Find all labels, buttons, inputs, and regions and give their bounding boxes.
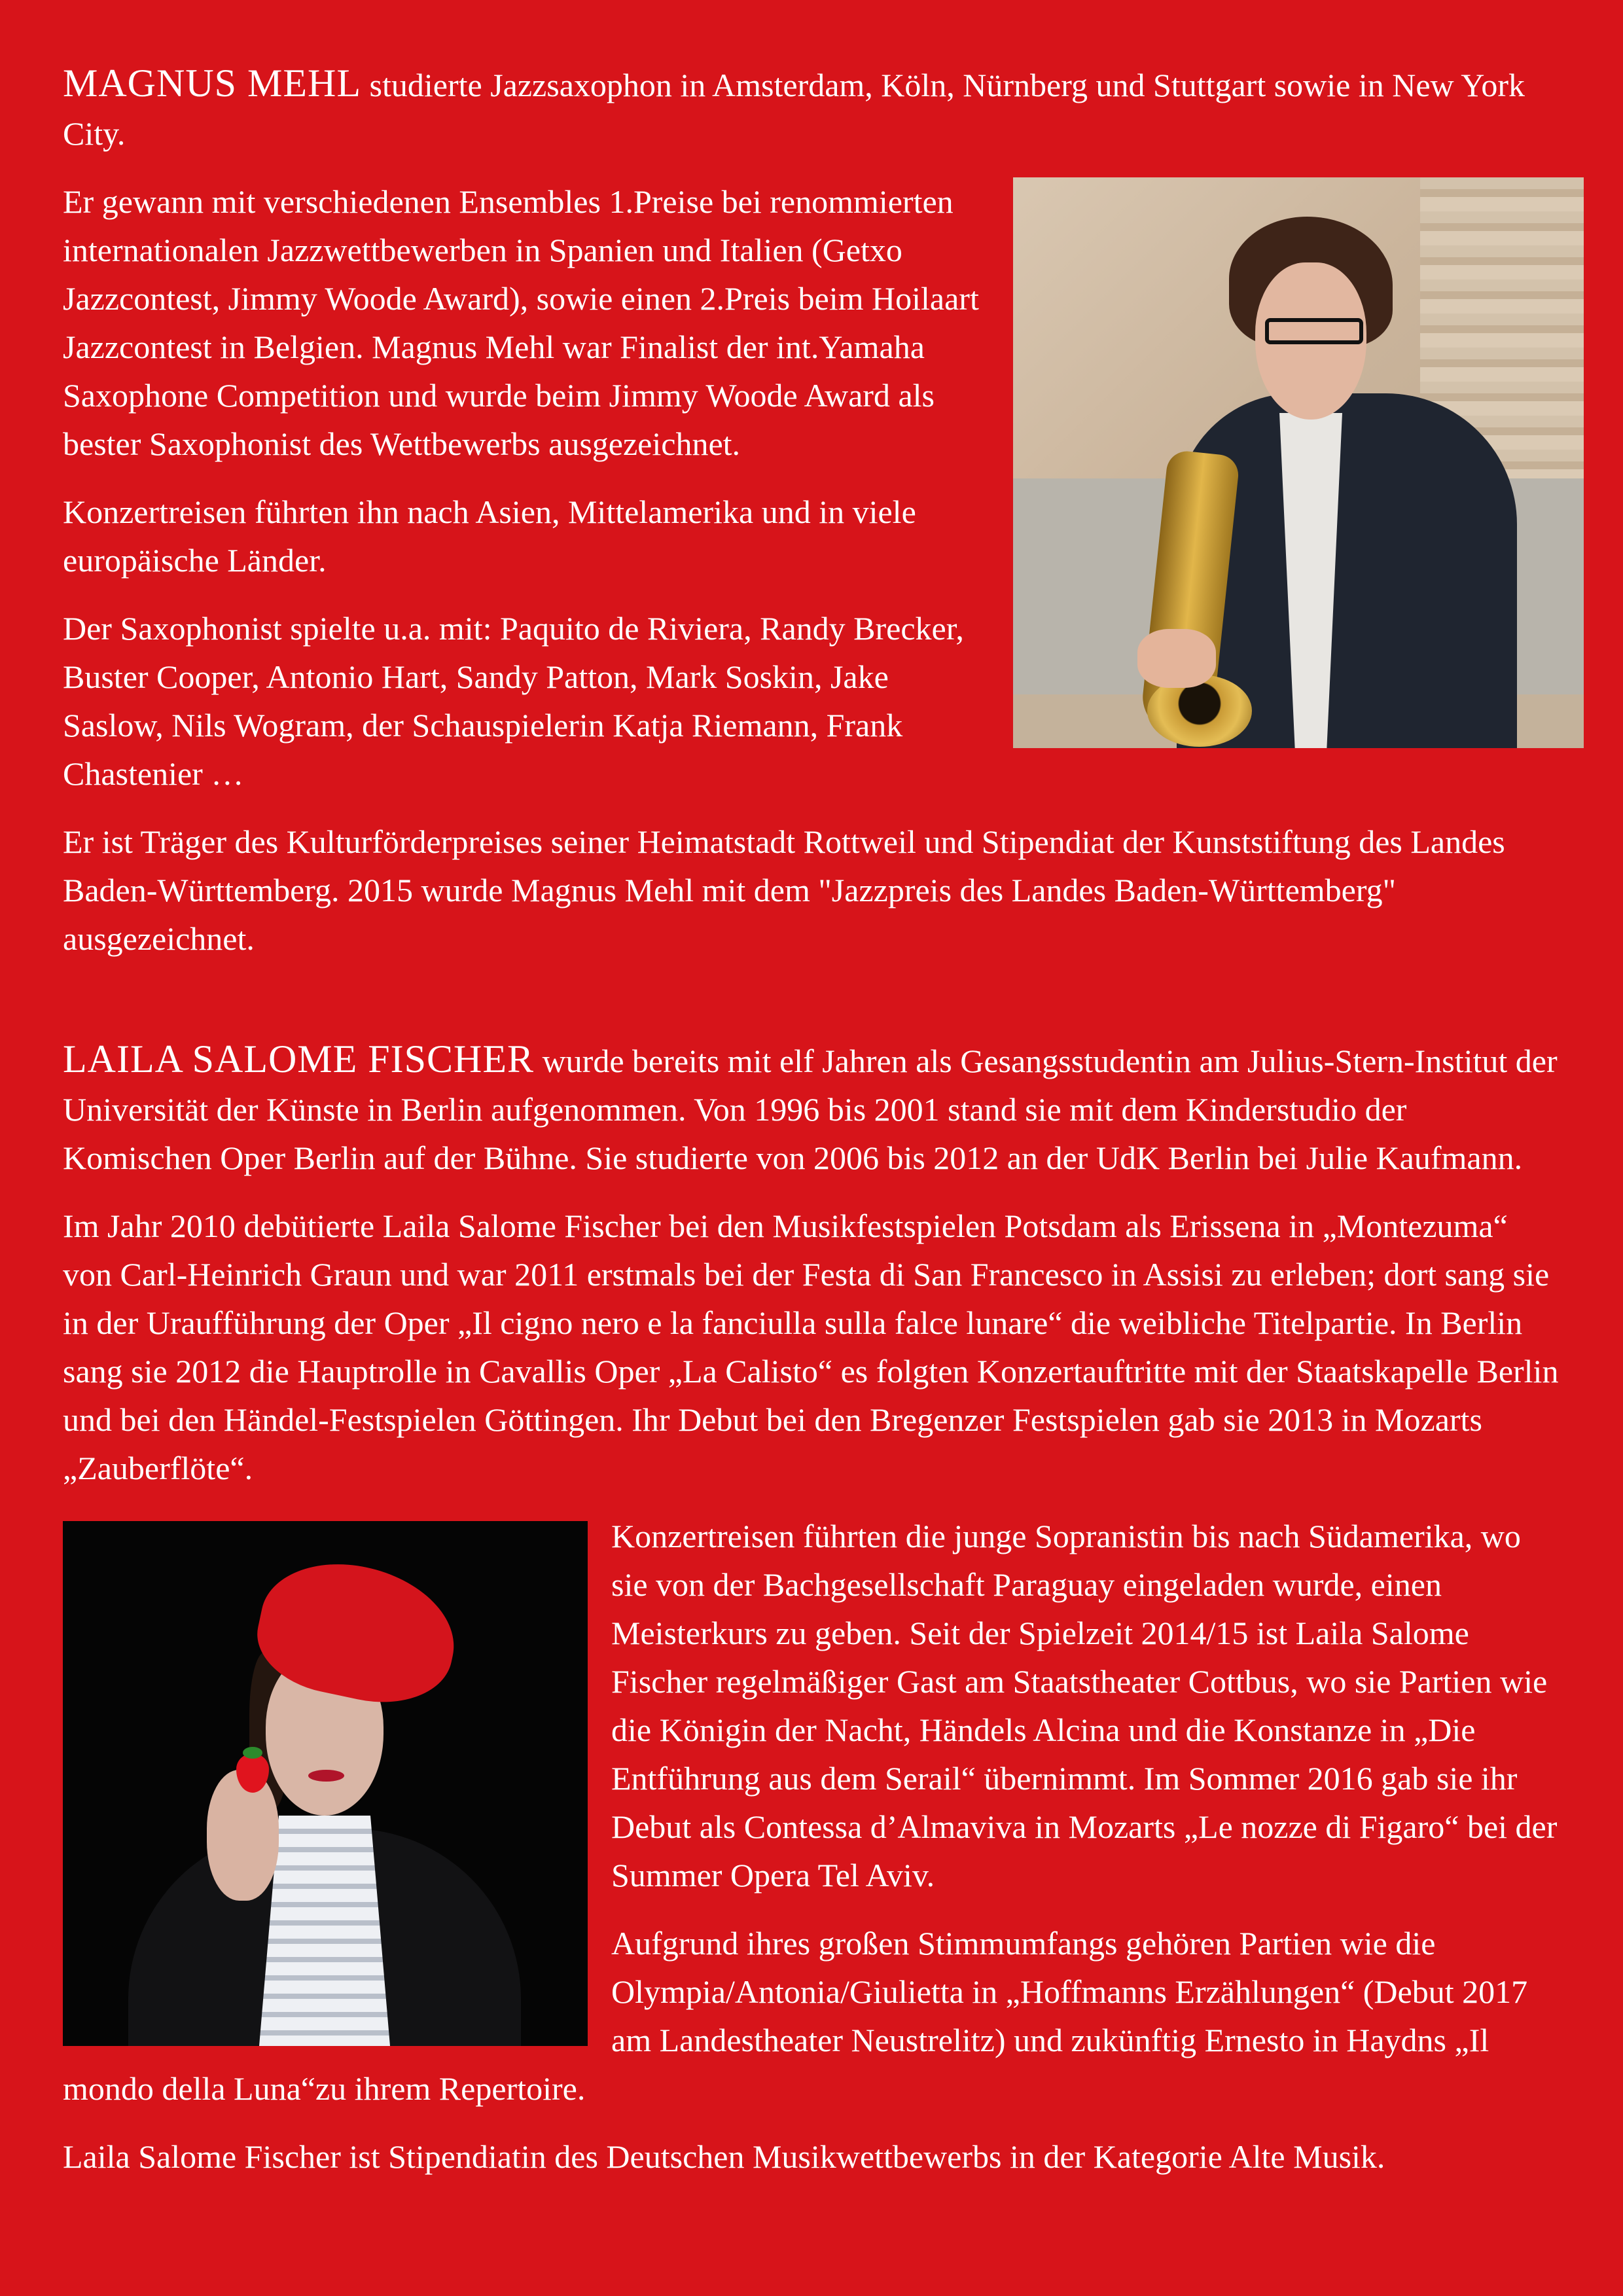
section-laila-salome-fischer (63, 1035, 1561, 2200)
laila-repertoire: Aufgrund ihres großen Stimmumfangs gehören Partien wie die Olympia/Antonia/Giulietta in „Hoffmanns Erzählungen“ (Debut 2017 am Landestheater Neustrelitz) und zukünftig Ernesto in Haydns „Il mondo della Luna“zu ihrem Repertoire. (63, 1925, 1528, 2107)
magnus-awards: Er gewann mit verschiedenen Ensembles 1.Preise bei renommierten internationalen Jazzwettbewerben in Spanien und Italien (Getxo Jazzcontest, Jimmy Woode Award), sowie einen 2.Preis beim Hoilaart Jazzcontest in Belgien. Magnus Mehl war Finalist der int.Yamaha Saxophone Competition und wurde beim Jimmy Woode Award als bester Saxophonist des Wettbewerbs ausgezeichnet. (63, 183, 979, 462)
magnus-name: MAGNUS MEHL (63, 62, 362, 105)
bio-page (63, 59, 1561, 2200)
saxophonist-photo (1013, 177, 1584, 748)
laila-intro-text: wurde bereits mit elf Jahren als Gesangsstudentin am Julius-Stern-Institut der Universität der Künste in Berlin aufgenommen. Von 1996 bis 2001 stand sie mit dem Kinderstudio der Komischen Oper Berlin auf der Bühne. Sie studierte von 2006 bis 2012 an der UdK Berlin bei Julie Kaufmann. (63, 1043, 1558, 1176)
soprano-photo (63, 1521, 588, 2046)
laila-tours: Konzertreisen führten die junge Sopranistin bis nach Südamerika, wo sie von der Bachgesellschaft Paraguay eingeladen wurde, einen Meisterkurs zu geben. Seit der Spielzeit 2014/15 ist Laila Salome Fischer regelmäßiger Gast am Staatstheater Cottbus, wo sie Partien wie die Königin der Nacht, Händels Alcina und die Konstanze in „Die Entführung aus dem Serail“ übernimmt. Im Sommer 2016 gab sie ihr Debut als Contessa d’Almaviva in Mozarts „Le nozze di Figaro“ bei der Summer Opera Tel Aviv. (611, 1518, 1558, 1893)
magnus-intro-text: studierte Jazzsaxophon in Amsterdam, Köln, Nürnberg und Stuttgart sowie in New York City. (63, 67, 1525, 152)
magnus-collaborations: Der Saxophonist spielte u.a. mit: Paquito de Riviera, Randy Brecker, Buster Cooper, Antonio Hart, Sandy Patton, Mark Soskin, Jake Saslow, Nils Wogram, der Schauspielerin Katja Riemann, Frank Chastenier … (63, 610, 964, 792)
magnus-prizes: Er ist Träger des Kulturförderpreises seiner Heimatstadt Rottweil und Stipendiat der Kunststiftung des Landes Baden-Württemberg. 2015 wurde Magnus Mehl mit dem "Jazzpreis des Landes Baden-Württemberg" ausgezeichnet. (63, 823, 1505, 957)
laila-intro (63, 1035, 1561, 1182)
laila-scholarship: Laila Salome Fischer ist Stipendiatin des Deutschen Musikwettbewerbs in der Kategorie Alte Musik. (63, 2138, 1385, 2175)
laila-name: LAILA SALOME FISCHER (63, 1037, 535, 1081)
laila-debut: Im Jahr 2010 debütierte Laila Salome Fischer bei den Musikfestspielen Potsdam als Erissena in „Montezuma“ von Carl-Heinrich Graun und war 2011 erstmals bei der Festa di San Francesco in Assisi zu erleben; dort sang sie in der Uraufführung der Oper „Il cigno nero e la fanciulla sulla falce lunare“ die weibliche Titelpartie. In Berlin sang sie 2012 die Hauptrolle in Cavallis Oper „La Calisto“ es folgten Konzertauftritte mit der Staatskapelle Berlin und bei den Händel-Festspielen Göttingen. Ihr Debut bei den Bregenzer Festspielen gab sie 2013 in Mozarts „Zauberflöte“. (63, 1208, 1559, 1486)
section-magnus-mehl (63, 59, 1561, 982)
magnus-tours: Konzertreisen führten ihn nach Asien, Mittelamerika und in viele europäische Länder. (63, 493, 916, 579)
magnus-intro (63, 59, 1561, 158)
